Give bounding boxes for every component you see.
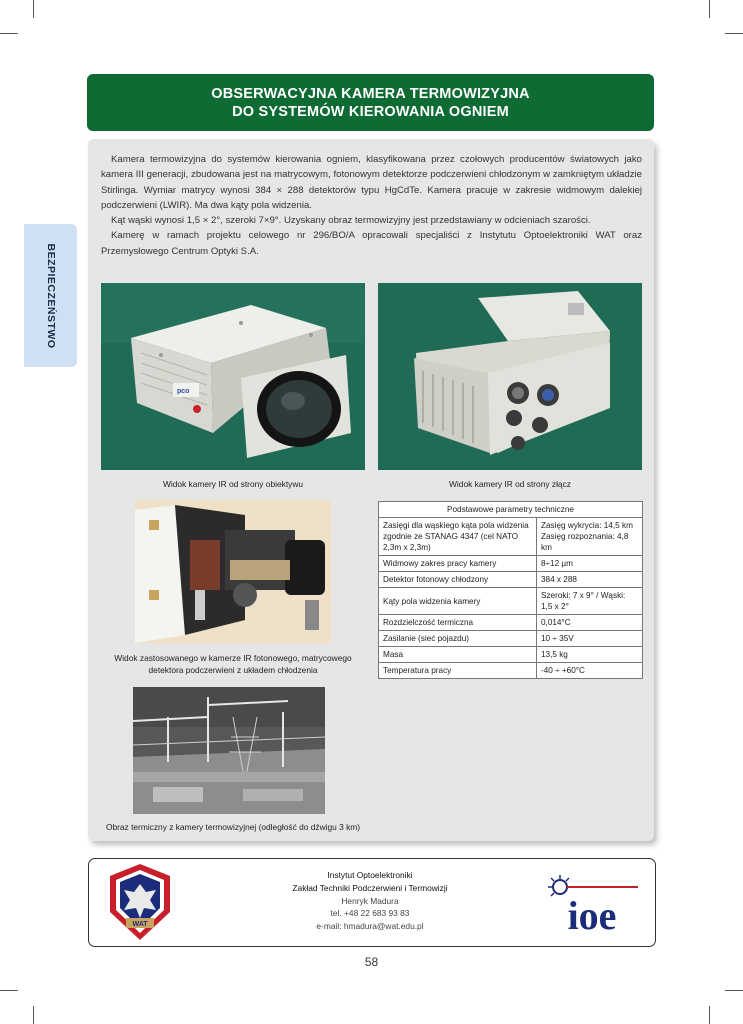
table-cell-param: Zasięgi dla wąskiego kąta pola widzenia zgodnie ze STANAG 4347 (cel NATO 2,3m x 2,3m)	[379, 518, 537, 556]
table-cell-param: Kąty pola widzenia kamery	[379, 588, 537, 615]
crop-mark	[0, 990, 18, 991]
crop-mark	[33, 1006, 34, 1024]
photo-detector-assembly	[135, 500, 331, 643]
intro-paragraph-1: Kamera termowizyjna do systemów kierowania ogniem, klasyfikowana przez czołowych producentów światowych jako kamera III generacji, zbudowana jest na matrycowym, fotonowym detektorze podczerwieni chłodzonym w zamkniętym układzie Stirlinga. Wymiar matrycy wynosi 384 × 288 detektorów typu HgCdTe. Kamera pracuje w zakresie widmowym dalekiej podczerwieni (LWIR). Ma dwa kąty pola widzenia.	[101, 154, 642, 211]
caption-photo-2: Widok kamery IR od strony złącz	[449, 479, 571, 489]
contact-phone: tel. +48 22 683 93 83	[330, 908, 410, 919]
crop-mark	[709, 1006, 710, 1024]
intro-paragraph-2: Kąt wąski wynosi 1,5 × 2°, szeroki 7×9°. Uzyskany obraz termowizyjny jest przedstawiany w odcieniach szarości.	[111, 215, 591, 227]
table-cell-value: 13,5 kg	[537, 647, 643, 663]
crop-mark	[725, 33, 743, 34]
crop-mark	[33, 0, 34, 18]
title-banner	[87, 74, 654, 131]
section-side-tab	[24, 224, 77, 367]
table-cell-param: Rozdzielczość termiczna	[379, 615, 537, 631]
section-side-tab-label: BEZPIECZEŃSTWO	[44, 242, 57, 349]
technical-parameters-table	[378, 501, 643, 679]
table-row	[379, 588, 643, 615]
table-cell-value: -40 ÷ +60°C	[537, 663, 643, 679]
title-line-1: OBSERWACYJNA KAMERA TERMOWIZYJNA	[211, 85, 530, 102]
table-cell-param: Masa	[379, 647, 537, 663]
page-number: 58	[364, 955, 379, 969]
table-row	[379, 518, 643, 556]
table-cell-value: 8÷12 µm	[537, 556, 643, 572]
title-line-2: DO SYSTEMÓW KIEROWANIA OGNIEM	[232, 103, 509, 120]
contact-email: e-mail: hmadura@wat.edu.pl	[316, 921, 424, 932]
table-cell-value: 384 x 288	[537, 572, 643, 588]
photo-camera-connector-side	[378, 283, 642, 470]
table-row	[379, 663, 643, 679]
contact-institute: Instytut Optoelektroniki	[327, 870, 413, 880]
caption-photo-3: Widok zastosowanego w kamerze IR fotonowego, matrycowego detektora podczerwieni z układem chłodzenia	[114, 653, 352, 675]
ioe-logo-text: ioe	[567, 893, 617, 935]
wat-emblem-icon	[106, 862, 174, 942]
table-row	[379, 615, 643, 631]
table-cell-value: 10 ÷ 35V	[537, 631, 643, 647]
photo-thermal-image	[133, 687, 325, 814]
contact-info	[270, 869, 470, 933]
intro-paragraph-3: Kamerę w ramach projektu celowego nr 296/BO/A opracowali specjaliści z Instytutu Optoelektroniki WAT oraz Przemysłowego Centrum Optyki S.A.	[101, 230, 642, 257]
table-cell-param: Zasilanie (sieć pojazdu)	[379, 631, 537, 647]
caption-photo-1: Widok kamery IR od strony obiektywu	[162, 479, 304, 489]
crop-mark	[709, 0, 710, 18]
table-row	[379, 572, 643, 588]
table-cell-value: 0,014°C	[537, 615, 643, 631]
camera-brand-text: pco	[177, 388, 190, 395]
table-cell-param: Widmowy zakres pracy kamery	[379, 556, 537, 572]
contact-department: Zakład Techniki Podczerwieni i Termowizji	[292, 882, 448, 893]
table-row	[379, 631, 643, 647]
table-cell-param: Detektor fotonowy chłodzony	[379, 572, 537, 588]
table-cell-value: Szeroki: 7 x 9° / Wąski: 1,5 x 2°	[537, 588, 643, 615]
crop-mark	[0, 33, 18, 34]
table-cell-param: Temperatura pracy	[379, 663, 537, 679]
crop-mark	[725, 990, 743, 991]
table-row	[379, 556, 643, 572]
table-row	[379, 647, 643, 663]
caption-photo-4: Obraz termiczny z kamery termowizyjnej (odległość do dźwigu 3 km)	[105, 822, 361, 832]
contact-person: Henryk Madura	[341, 895, 399, 906]
photo-camera-lens-side	[101, 283, 365, 470]
wat-logo-text: WAT	[132, 921, 148, 928]
table-header: Podstawowe parametry techniczne	[379, 502, 643, 518]
ioe-logo-icon	[544, 873, 640, 935]
table-cell-value: Zasięg wykrycia: 14,5 km Zasięg rozpoznania: 4,8 km	[537, 518, 643, 556]
intro-text	[101, 152, 642, 259]
